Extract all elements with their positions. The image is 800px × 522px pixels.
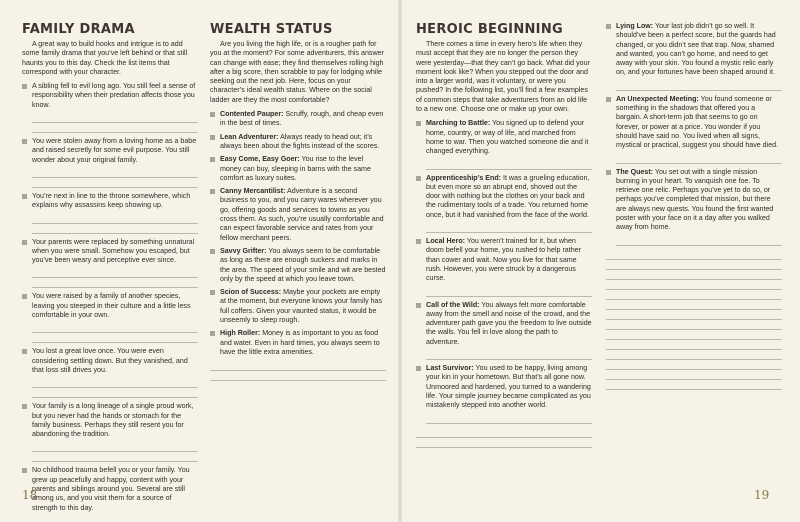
writing-lines — [616, 81, 782, 91]
item-label: High Roller: — [220, 329, 261, 338]
writing-lines — [426, 223, 592, 233]
family-drama-intro: A great way to build hooks and intrigue is to add some family drama that you’ve left behind or that still haunts you to this day. Check the list items that correspond with your character. — [22, 40, 188, 76]
list-item — [210, 155, 386, 183]
checkbox-square[interactable] — [416, 239, 421, 244]
item-label: Lying Low: — [616, 22, 654, 30]
family-drama-list — [22, 82, 198, 522]
checkbox-square[interactable] — [416, 121, 421, 126]
writing-lines — [426, 287, 592, 297]
item-text: You always felt more comfortable away from the smell and noise of the crowd, and the adventurer path gave you the freedom to live outside the walls. You fell in love along the path to adventure. — [426, 300, 592, 346]
list-item — [606, 22, 782, 91]
item-label: Call of the Wild: — [426, 300, 480, 309]
list-item — [22, 292, 198, 343]
list-item — [22, 238, 198, 289]
heroic-beginning-continued — [606, 22, 782, 390]
writing-line[interactable] — [426, 350, 592, 360]
list-item — [416, 364, 592, 423]
item-text: You lost a great love once. You were even considering settling down. But they vanished, and that loss still drives you. — [32, 347, 188, 374]
checkbox-square[interactable] — [22, 194, 27, 199]
heroic-beginning-continued-writing-lines — [606, 250, 782, 390]
item-label: Savvy Grifter: — [220, 246, 267, 255]
checkbox-square[interactable] — [416, 366, 421, 371]
right-page — [400, 0, 800, 522]
writing-lines — [32, 113, 198, 133]
checkbox-square[interactable] — [210, 331, 215, 336]
writing-line[interactable] — [416, 428, 592, 438]
item-label: Apprenticeship’s End: — [426, 173, 502, 182]
item-label: Last Survivor: — [426, 364, 474, 373]
writing-lines — [616, 154, 782, 164]
heroic-beginning-intro: There comes a time in every hero’s life when they must accept that they are no longer the person they were yesterday—that they can’t go back. What did your moment look like? When you stepped out the door and into a larger world, was it voluntary, or were you pushed? In the following list, you’ll find a few examples of common steps that take adventurers from an old life to a new one. Choose one or make up your own. — [416, 40, 590, 114]
wealth-status-writing-lines — [210, 361, 386, 381]
checkbox-square[interactable] — [210, 112, 215, 117]
item-text: Scruffy, rough, and cheap even in the best of times. — [220, 110, 384, 128]
family-drama-section — [22, 22, 198, 522]
checkbox-square[interactable] — [210, 135, 215, 140]
writing-lines — [426, 350, 592, 360]
writing-line[interactable] — [606, 370, 782, 380]
writing-line[interactable] — [32, 388, 198, 398]
writing-lines — [32, 516, 198, 522]
list-item — [210, 187, 386, 243]
checkbox-square[interactable] — [22, 349, 27, 354]
list-item — [210, 133, 386, 152]
writing-line[interactable] — [210, 361, 386, 371]
writing-line[interactable] — [606, 260, 782, 270]
item-label: Canny Mercantilist: — [220, 187, 286, 196]
checkbox-square[interactable] — [210, 189, 215, 194]
item-label: Contented Pauper: — [220, 110, 284, 119]
writing-line[interactable] — [426, 223, 592, 233]
writing-line[interactable] — [606, 280, 782, 290]
list-item — [210, 110, 386, 129]
writing-line[interactable] — [606, 380, 782, 390]
item-label: An Unexpected Meeting: — [616, 94, 699, 103]
item-text: No childhood trauma befell you or your family. You grew up peacefully and happy, content with your parents and siblings around you. Several are still among us, and you visit them for a source of strength to this day. — [32, 466, 190, 512]
wealth-status-title: WEALTH STATUS — [210, 22, 333, 37]
writing-line[interactable] — [32, 452, 198, 462]
writing-line[interactable] — [32, 333, 198, 343]
writing-line[interactable] — [32, 113, 198, 123]
heroic-beginning-section — [416, 22, 592, 448]
writing-line[interactable] — [32, 278, 198, 288]
family-drama-title: FAMILY DRAMA — [22, 22, 135, 37]
list-item — [210, 247, 386, 284]
writing-line[interactable] — [606, 290, 782, 300]
heroic-beginning-writing-lines — [416, 428, 592, 448]
list-item — [210, 329, 386, 357]
writing-line[interactable] — [32, 442, 198, 452]
heroic-beginning-list — [416, 119, 592, 423]
checkbox-square[interactable] — [606, 97, 611, 102]
writing-line[interactable] — [416, 438, 592, 448]
list-item — [416, 174, 592, 233]
heroic-beginning-list-continued — [606, 22, 782, 246]
writing-lines — [32, 442, 198, 462]
writing-lines — [32, 268, 198, 288]
list-item — [416, 237, 592, 296]
item-text: You were stolen away from a loving home as a babe and raised secretly for some evil purpose. You still wonder about your original family. — [32, 137, 197, 164]
list-item — [22, 347, 198, 398]
checkbox-square[interactable] — [22, 84, 27, 89]
checkbox-square[interactable] — [210, 290, 215, 295]
checkbox-square[interactable] — [210, 157, 215, 162]
writing-line[interactable] — [606, 270, 782, 280]
writing-line[interactable] — [616, 236, 782, 246]
item-text: You were raised by a family of another species, leaving you steeped in their culture and a little less comfortable in your own. — [32, 292, 191, 320]
item-text: Always ready to head out; it’s always been about the fights instead of the scores. — [220, 132, 380, 150]
item-label: Local Hero: — [426, 237, 466, 246]
writing-line[interactable] — [606, 300, 782, 310]
page-number-right: 19 — [754, 488, 770, 502]
item-label: Easy Come, Easy Goer: — [220, 155, 300, 164]
writing-lines — [32, 323, 198, 343]
checkbox-square[interactable] — [606, 24, 611, 29]
checkbox-square[interactable] — [22, 139, 27, 144]
writing-line[interactable] — [606, 250, 782, 260]
checkbox-square[interactable] — [22, 294, 27, 299]
writing-line[interactable] — [32, 378, 198, 388]
item-text: Money is as important to you as food and water. Even in hard times, you always seem to have the little extra amenities. — [220, 329, 380, 356]
checkbox-square[interactable] — [416, 176, 421, 181]
writing-line[interactable] — [32, 178, 198, 188]
list-item — [22, 82, 198, 133]
item-label: Scion of Success: — [220, 288, 282, 297]
writing-line[interactable] — [32, 123, 198, 133]
writing-lines — [32, 168, 198, 188]
writing-lines — [426, 160, 592, 170]
item-label: Marching to Battle: — [426, 119, 491, 128]
writing-line[interactable] — [32, 323, 198, 333]
wealth-status-section — [210, 22, 386, 381]
list-item — [22, 466, 198, 522]
item-text: You weren’t trained for it, but when doom befell your home, you rushed to help rather than cower and wait. Now you live for that same rush. However, you were struck by a dangerous curse. — [426, 237, 581, 283]
writing-line[interactable] — [606, 330, 782, 340]
item-text: Adventure is a second business to you, and you carry wares wherever you go, offering goods and services to towns as you cross them. As such, you’re usually comfortable and can expect favorable service and rates from your fellow merchant peers. — [220, 187, 384, 242]
writing-line[interactable] — [616, 81, 782, 91]
item-label: The Quest: — [616, 167, 654, 176]
item-text: A sibling fell to evil long ago. You still feel a sense of responsibility when their predation affects those you know. — [32, 82, 196, 109]
list-item — [416, 301, 592, 360]
writing-line[interactable] — [606, 310, 782, 320]
writing-line[interactable] — [616, 154, 782, 164]
item-text: Your parents were replaced by something unnatural when you were small. Somehow you escaped, but you’ve been weary and perceptive ever since. — [32, 237, 195, 265]
writing-line[interactable] — [32, 516, 198, 522]
writing-lines — [426, 414, 592, 424]
writing-lines — [32, 378, 198, 398]
writing-line[interactable] — [32, 224, 198, 234]
item-text: You signed up to defend your home, country, or way of life, and marched from home to war. Then you watched someone die and it changed everything. — [426, 119, 589, 156]
item-text: Your last job didn’t go so well. It should’ve been a perfect score, but the guards had changed, or you didn’t see that trap. Now, shamed and wanted, you can’t go home, and need to get away with your skin. You found a mystic relic early on, and your fortunes have been shaped around it. — [616, 22, 776, 77]
checkbox-square[interactable] — [606, 170, 611, 175]
writing-line[interactable] — [426, 287, 592, 297]
item-text: You set out with a single mission burning in your heart. To vanquish one foe. To retrieve one relic. Perhaps you’ve yet to do so, or perhaps you’ve completed that mission, but there are always new quests. You found the first wanted poster with your face on it a day after you walked away from home. — [616, 167, 774, 232]
item-text: Maybe your pockets are empty at the moment, but everyone knows your family has full coffers. Given your vaunted status, it would be unseemly to sleep rough. — [220, 288, 383, 325]
item-label: Lean Adventurer: — [220, 132, 279, 141]
item-text: You found someone or something in the shadows that offered you a bargain. A short-term job that seems to go on forever, or power at a price. You wonder if you should have said no. You lived when all signs, mystical or practical, suggest you should have died. — [616, 94, 779, 150]
writing-line[interactable] — [606, 350, 782, 360]
list-item — [606, 168, 782, 246]
checkbox-square[interactable] — [416, 303, 421, 308]
writing-line[interactable] — [32, 168, 198, 178]
checkbox-square[interactable] — [210, 249, 215, 254]
checkbox-square[interactable] — [22, 468, 27, 473]
item-text: You’re next in line to the throne somewhere, which explains why assassins keep showing up. — [32, 191, 191, 210]
writing-line[interactable] — [606, 360, 782, 370]
writing-line[interactable] — [32, 214, 198, 224]
list-item — [22, 137, 198, 188]
list-item — [210, 288, 386, 325]
writing-line[interactable] — [426, 414, 592, 424]
page-number-left: 18 — [22, 488, 38, 502]
heroic-beginning-title: HEROIC BEGINNING — [416, 22, 563, 37]
writing-line[interactable] — [426, 160, 592, 170]
writing-line[interactable] — [606, 320, 782, 330]
list-item — [22, 402, 198, 462]
item-text: You rise to the level money can buy, sleeping in barns with the same comfort as luxury suites. — [220, 155, 371, 182]
item-text: It was a grueling education, but even more so an abrupt end, shoved out the door with nothing but the clothes on your back and the rudimentary tools of a trade. You returned home once, but it had vanished from the face of the world. — [426, 173, 590, 219]
checkbox-square[interactable] — [22, 240, 27, 245]
list-item — [606, 95, 782, 164]
list-item — [22, 192, 198, 234]
list-item — [416, 119, 592, 169]
writing-line[interactable] — [606, 340, 782, 350]
wealth-status-list — [210, 110, 386, 357]
writing-lines — [616, 236, 782, 246]
writing-lines — [32, 214, 198, 234]
item-text: You always seem to be comfortable as long as there are enough suckers and marks in the area. The speed of your smile and wit are bested only by the speed at which you leave town. — [220, 246, 386, 283]
writing-line[interactable] — [32, 268, 198, 278]
checkbox-square[interactable] — [22, 404, 27, 409]
wealth-status-intro: Are you living the high life, or is a rougher path for you at the moment? For some adventurers, this answer can change with ease; they find themselves rolling high after a big score, then scrabble to pay for lodging while seeking out the next job. Here, focus on your character’s ideal wealth status. Where on the social ladder are they the most comfortable? — [210, 40, 384, 104]
writing-line[interactable] — [210, 371, 386, 381]
item-text: You used to be happy, living among your kin in your hometown. But that’s all gone now. Unmoored and hardened, you turned to a wandering life. Your simple journey became complicated as you mistakenly stepped into another world. — [426, 364, 591, 410]
item-text: Your family is a long lineage of a single proud work, but you never had the hands or stomach for the family business. Perhaps they still resent you for abandoning the tradition. — [32, 402, 194, 439]
